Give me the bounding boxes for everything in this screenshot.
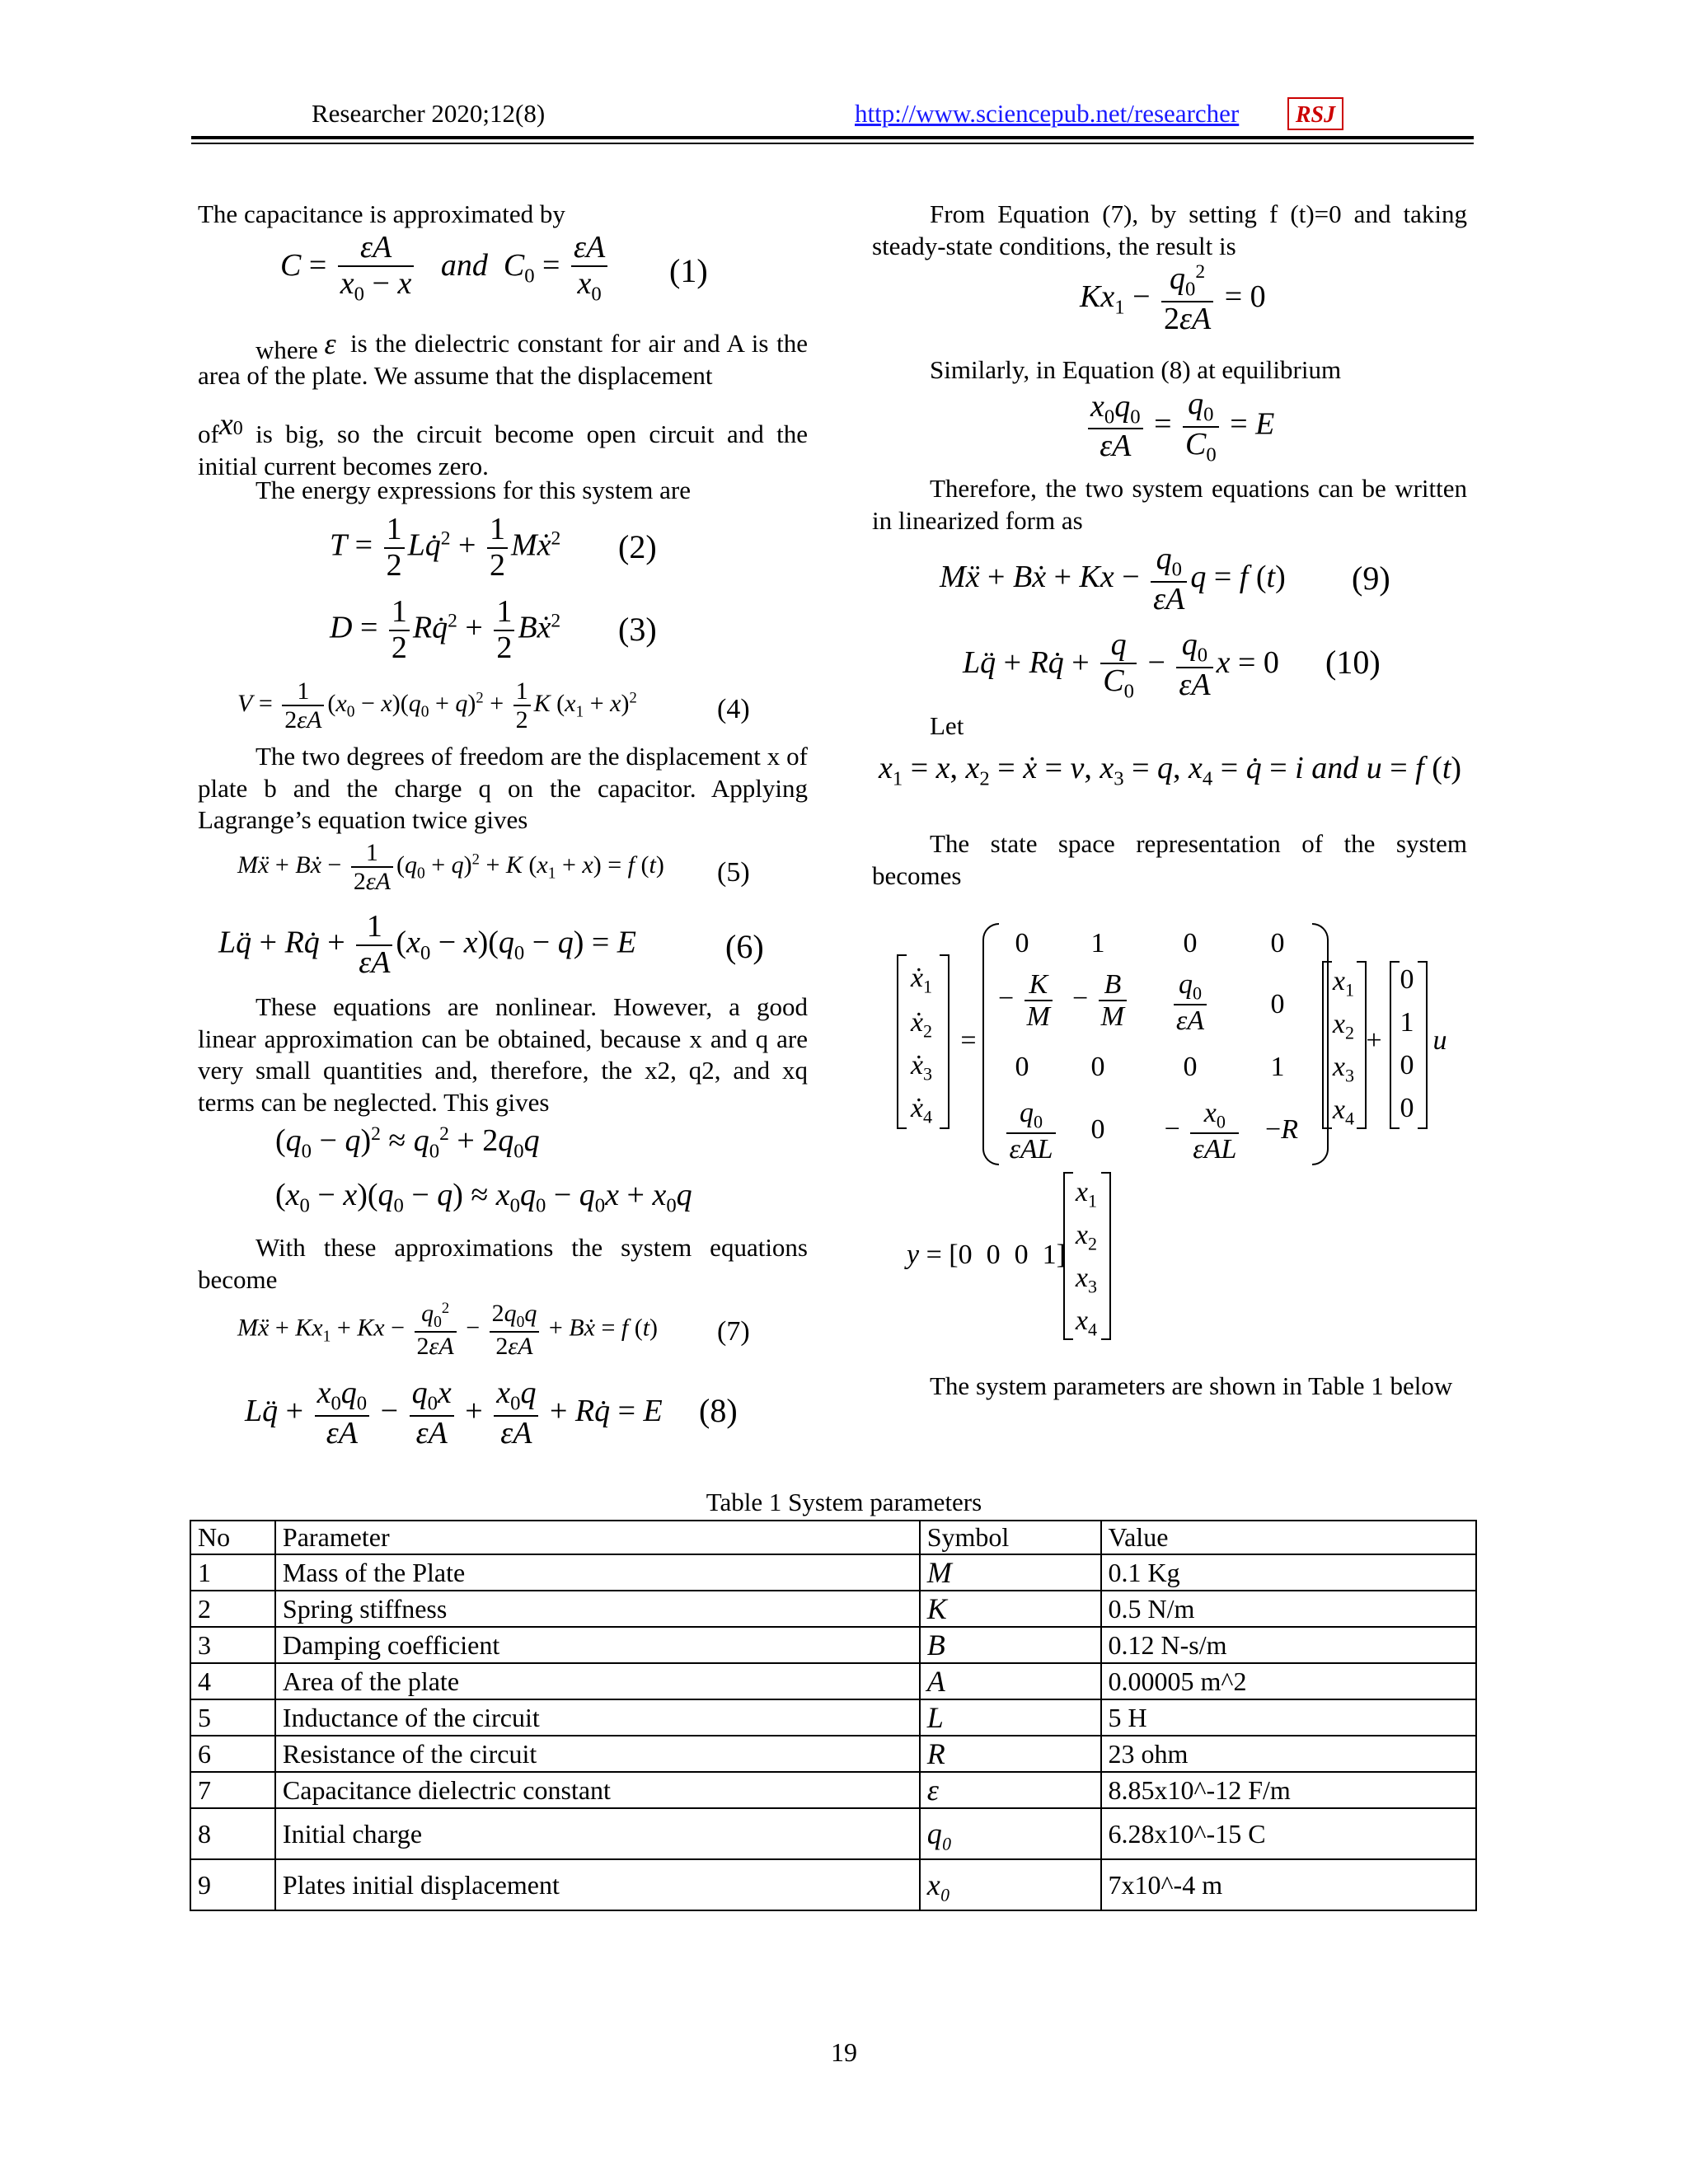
- table-row: [190, 1859, 1476, 1910]
- row-symbol: K: [920, 1591, 1101, 1627]
- equation-number-3: (3): [618, 611, 657, 648]
- row-no: 4: [190, 1663, 275, 1699]
- row-value: 0.5 N/m: [1101, 1591, 1476, 1627]
- equation-number-7: (7): [717, 1316, 750, 1347]
- table-row: [190, 1772, 1476, 1808]
- header-no: No: [190, 1521, 275, 1554]
- row-no: 9: [190, 1859, 275, 1910]
- row-parameter: Spring stiffness: [275, 1591, 920, 1627]
- right-para-state-space: The state space representation of the system becomes: [872, 829, 1467, 890]
- row-symbol: M: [920, 1554, 1101, 1591]
- left-para-nonlinear: These equations are nonlinear. However, a good linear approximation can be obtained, because x and q are very small quantities and, therefore, the x2, q2, and xq terms can be neglected. This gives: [198, 992, 808, 1117]
- row-symbol: L: [920, 1699, 1101, 1736]
- equation-number-2: (2): [618, 528, 657, 565]
- row-symbol: ε: [920, 1772, 1101, 1808]
- x0-text: is big, so the circuit become open circuit and the initial current becomes zero.: [198, 419, 808, 480]
- left-para-energy: The energy expressions for this system are: [256, 476, 692, 504]
- equation-9: Mẍ + Bẋ + Kx − $\frac{q_0}{\varepsilon A}$ q = f (t): [940, 541, 1286, 616]
- equation-number-10: (10): [1325, 644, 1381, 681]
- rsj-logo-badge: RSJ: [1287, 97, 1343, 130]
- where-word: where: [256, 335, 318, 364]
- table-row: [190, 1663, 1476, 1699]
- right-para-linearized: Therefore, the two system equations can be written in linearized form as: [872, 474, 1467, 535]
- equation-number-1: (1): [669, 252, 708, 289]
- header-parameter: Parameter: [275, 1521, 920, 1554]
- row-no: 5: [190, 1699, 275, 1736]
- row-value: 0.00005 m^2: [1101, 1663, 1476, 1699]
- equation-4: V = $\frac{1}{2\varepsilon A}$ $(x_0 - x)(q_0 + q)^2$ + $\frac{1}{2}$ K $(x_1 + x)^2$: [237, 677, 637, 733]
- row-parameter: Area of the plate: [275, 1663, 920, 1699]
- table-row: [190, 1627, 1476, 1663]
- page-number: 19: [831, 2037, 857, 2067]
- row-parameter: Capacitance dielectric constant: [275, 1772, 920, 1808]
- approximation-2: $(x_0 - x)(q_0 - q) \approx x_0q_0 - q_0x + x_0q$: [275, 1178, 692, 1217]
- row-no: 7: [190, 1772, 275, 1808]
- equation-number-8: (8): [699, 1392, 738, 1429]
- table-row: [190, 1554, 1476, 1591]
- row-symbol: x₀: [920, 1859, 1101, 1910]
- row-no: 6: [190, 1736, 275, 1772]
- row-parameter: Resistance of the circuit: [275, 1736, 920, 1772]
- row-parameter: Initial charge: [275, 1808, 920, 1859]
- row-symbol: q₀: [920, 1808, 1101, 1859]
- right-para-parameters: The system parameters are shown in Table 1 below: [930, 1371, 1453, 1400]
- equation-7: Mẍ + $Kx_1 + Kx$ − $\frac{q_0^2}{2\varepsilon A}$ − $\frac{2q_0q}{2\varepsilon A}$ + Bẋ = f (t): [237, 1299, 659, 1361]
- equation-2: T = $\frac{1}{2}$ Lq̇$^2$ + $\frac{1}{2}$ Mẋ$^2$: [330, 512, 561, 583]
- equation-number-4: (4): [717, 694, 750, 724]
- left-para-capacitance: The capacitance is approximated by: [198, 199, 565, 228]
- right-para-equilibrium: Similarly, in Equation (8) at equilibrium: [930, 355, 1342, 384]
- row-parameter: Damping coefficient: [275, 1627, 920, 1663]
- row-value: 7x10^-4 m: [1101, 1859, 1476, 1910]
- equation-10: Lq̈ + Rq̇ + $\frac{q}{C_0}$ − $\frac{q_0}{\varepsilon A}$ x = 0: [963, 627, 1279, 703]
- table-header-row: [190, 1521, 1476, 1554]
- state-variable-definitions: $x_1 = x$, $x_2$ = ẋ = v, $x_3 = q$, $x_4$ = q̇ = i and u = f (t): [879, 751, 1462, 790]
- equation-number-6: (6): [725, 928, 764, 965]
- table-row: [190, 1699, 1476, 1736]
- header-rule-thin: [191, 143, 1474, 144]
- row-value: 6.28x10^-15 C: [1101, 1808, 1476, 1859]
- of-word: of: [198, 419, 219, 448]
- equation-5: Mẍ + Bẋ − $\frac{1}{2\varepsilon A}$ $(q_0 + q)^2 + K$ $(x_1 + x) = f$ (t): [237, 839, 664, 895]
- approximation-1: $(q_0 - q)^2 \approx q_0^2 + 2q_0q$: [275, 1123, 540, 1163]
- row-value: 8.85x10^-12 F/m: [1101, 1772, 1476, 1808]
- left-para-degrees-of-freedom: The two degrees of freedom are the displacement x of plate b and the charge q on the capacitor. Applying Lagrange’s equation twice gives: [198, 742, 808, 834]
- epsilon-symbol: ε: [324, 327, 336, 360]
- equation-6: Lq̈ + Rq̇ + $\frac{1}{\varepsilon A}$ $(x_0 - x)(q_0 - q) = E$: [218, 909, 637, 980]
- row-symbol: B: [920, 1627, 1101, 1663]
- journal-title: Researcher 2020;12(8): [312, 99, 546, 128]
- equation-3: D = $\frac{1}{2}$ Rq̇$^2$ + $\frac{1}{2}$ Bẋ$^2$: [330, 594, 561, 665]
- equation-8: Lq̈ + $\frac{x_0q_0}{\varepsilon A}$ − $\frac{q_0x}{\varepsilon A}$ + $\frac{x_0q}{\varepsilon A}$ + Rq̇ = E: [245, 1376, 663, 1451]
- row-symbol: A: [920, 1663, 1101, 1699]
- row-value: 0.1 Kg: [1101, 1554, 1476, 1591]
- journal-url-link[interactable]: http://www.sciencepub.net/researcher: [855, 99, 1240, 128]
- row-no: 8: [190, 1808, 275, 1859]
- row-parameter: Mass of the Plate: [275, 1554, 920, 1591]
- table-row: [190, 1591, 1476, 1627]
- row-no: 3: [190, 1627, 275, 1663]
- row-value: 23 ohm: [1101, 1736, 1476, 1772]
- table-row: [190, 1736, 1476, 1772]
- row-no: 1: [190, 1554, 275, 1591]
- header-symbol: Symbol: [920, 1521, 1101, 1554]
- header-value: Value: [1101, 1521, 1476, 1554]
- row-no: 2: [190, 1591, 275, 1627]
- left-para-approx-become: With these approximations the system equations become: [198, 1233, 808, 1294]
- left-para-x0-big: ofx$^0$ is big, so the circuit become open circuit and the initial current becomes zero.: [198, 407, 808, 480]
- equation-1: C = $\frac{\varepsilon A}{x_0 - x}$ and $C_0$ = $\frac{\varepsilon A}{x_0}$: [280, 231, 611, 306]
- right-para-let: Let: [930, 711, 964, 740]
- equation-steady-state: $Kx_1$ − $\frac{q_0^2}{2\varepsilon A}$ = 0: [1080, 261, 1266, 336]
- row-value: 5 H: [1101, 1699, 1476, 1736]
- equation-number-5: (5): [717, 857, 750, 888]
- table-row: [190, 1808, 1476, 1859]
- row-value: 0.12 N-s/m: [1101, 1627, 1476, 1663]
- x0-symbol: x: [218, 407, 233, 442]
- header-rule-thick: [191, 136, 1474, 139]
- right-para-steady-state: From Equation (7), by setting f (t)=0 and taking steady-state conditions, the result is: [872, 199, 1467, 260]
- equation-equilibrium: $\frac{x_0q_0}{\varepsilon A}$ = $\frac{q_0}{C_0}$ = E: [1085, 387, 1274, 466]
- left-para-dielectric: is the dielectric constant for air and A is the area of the plate. We assume that the displacement: [198, 329, 808, 390]
- row-parameter: Plates initial displacement: [275, 1859, 920, 1910]
- equation-number-9: (9): [1352, 560, 1390, 597]
- system-parameters-table: [190, 1520, 1477, 1911]
- row-parameter: Inductance of the circuit: [275, 1699, 920, 1736]
- row-symbol: R: [920, 1736, 1101, 1772]
- table-caption: Table 1 System parameters: [706, 1488, 982, 1516]
